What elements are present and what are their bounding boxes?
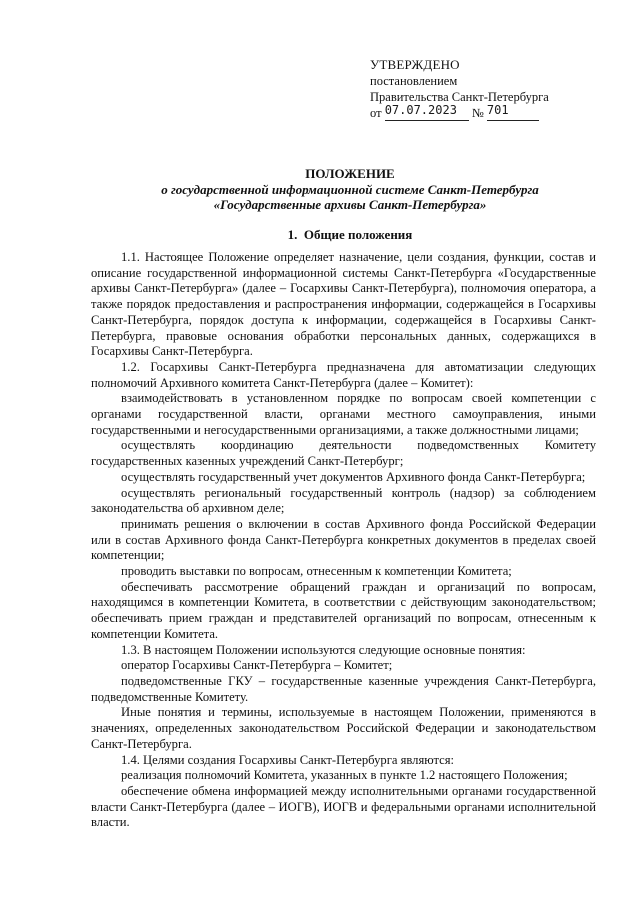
approval-line-1: постановлением [370, 74, 458, 88]
paragraph: оператор Госархивы Санкт-Петербурга – Комитет; [121, 658, 393, 673]
approval-line-2: Правительства Санкт-Петербурга [370, 90, 549, 104]
paragraph: подведомственные ГКУ – государственные казенные учреждения Санкт-Петербурга, подведомственные Комитету. [91, 673, 596, 704]
title-line-3: «Государственные архивы Санкт-Петербурга» [213, 197, 487, 212]
approval-heading: УТВЕРЖДЕНО [370, 57, 460, 72]
paragraph: взаимодействовать в установленном порядке по вопросам своей компетенции с органами государственной власти, органами местного самоуправления, иными государственными и негосударственными организациями, а также должностными лицами; [91, 391, 596, 437]
date-prefix: от [370, 106, 382, 120]
approval-date-line [370, 105, 620, 121]
paragraph: осуществлять государственный учет документов Архивного фонда Санкт-Петербурга; [121, 469, 586, 484]
paragraph: реализация полномочий Комитета, указанных в пункте 1.2 настоящего Положения; [121, 768, 568, 783]
section-heading [60, 227, 640, 243]
approval-number: 701 [486, 103, 509, 117]
paragraph: принимать решения о включении в состав Архивного фонда Российской Федерации или в состав Архивного фонда Санкт-Петербурга конкретных документов в пределах своей компетенции; [91, 516, 596, 563]
section-number: 1. [287, 227, 298, 242]
paragraph: проводить выставки по вопросам, отнесенным к компетенции Комитета; [121, 564, 512, 579]
number-prefix: № [471, 106, 484, 120]
document-body [91, 250, 596, 831]
paragraph: осуществлять координацию деятельности подведомственных Комитету государственных казенных учреждений Санкт-Петербург; [91, 438, 596, 469]
title-line-2: о государственной информационной системе Санкт-Петербурга [161, 181, 539, 197]
paragraph: осуществлять региональный государственный контроль (надзор) за соблюдением законодательства об архивном деле; [91, 485, 596, 516]
section-title: Общие положения [303, 227, 413, 242]
approval-stamp [370, 57, 620, 121]
title-line-1: ПОЛОЖЕНИЕ [305, 166, 395, 181]
paragraph: 1.3. В настоящем Положении используются следующие основные понятия: [121, 642, 526, 657]
paragraph: Иные понятия и термины, используемые в настоящем Положении, применяются в значениях, определенных законодательством Российской Федерации и законодательством Санкт-Петербурга. [91, 705, 596, 751]
paragraph: 1.1. Настоящее Положение определяет назначение, цели создания, функции, состав и описание государственной информационной системы Санкт-Петербурга «Государственные архивы Санкт-Петербурга» (далее – Госархивы Санкт-Петербурга), полномочия оператора, а также порядок предоставления и распространения информации, содержащейся в Госархивы Санкт-Петербурга, порядок доступа к информации, содержащейся в Госархивы Санкт-Петербурга, правовые основания обработки персональных данных, содержащихся в Госархивы Санкт-Петербурга. [91, 250, 596, 359]
paragraph: 1.2. Госархивы Санкт-Петербурга предназначена для автоматизации следующих полномочий Архивного комитета Санкт-Петербурга (далее – Комитет): [91, 359, 596, 390]
approval-date: 07.07.2023 [384, 103, 457, 117]
paragraph: 1.4. Целями создания Госархивы Санкт-Петербурга являются: [121, 752, 455, 767]
paragraph: обеспечивать рассмотрение обращений граждан и организаций по вопросам, находящимся в компетенции Комитета, в соответствии с действующим законодательством; обеспечивать прием граждан и представителей организаций по вопросам, отнесенным к компетенции Комитета. [91, 579, 596, 641]
document-title [60, 166, 640, 213]
paragraph: обеспечение обмена информацией между исполнительными органами государственной власти Санкт-Петербурга (далее – ИОГВ), ИОГВ и федеральными органами исполнительной власти. [91, 783, 596, 830]
